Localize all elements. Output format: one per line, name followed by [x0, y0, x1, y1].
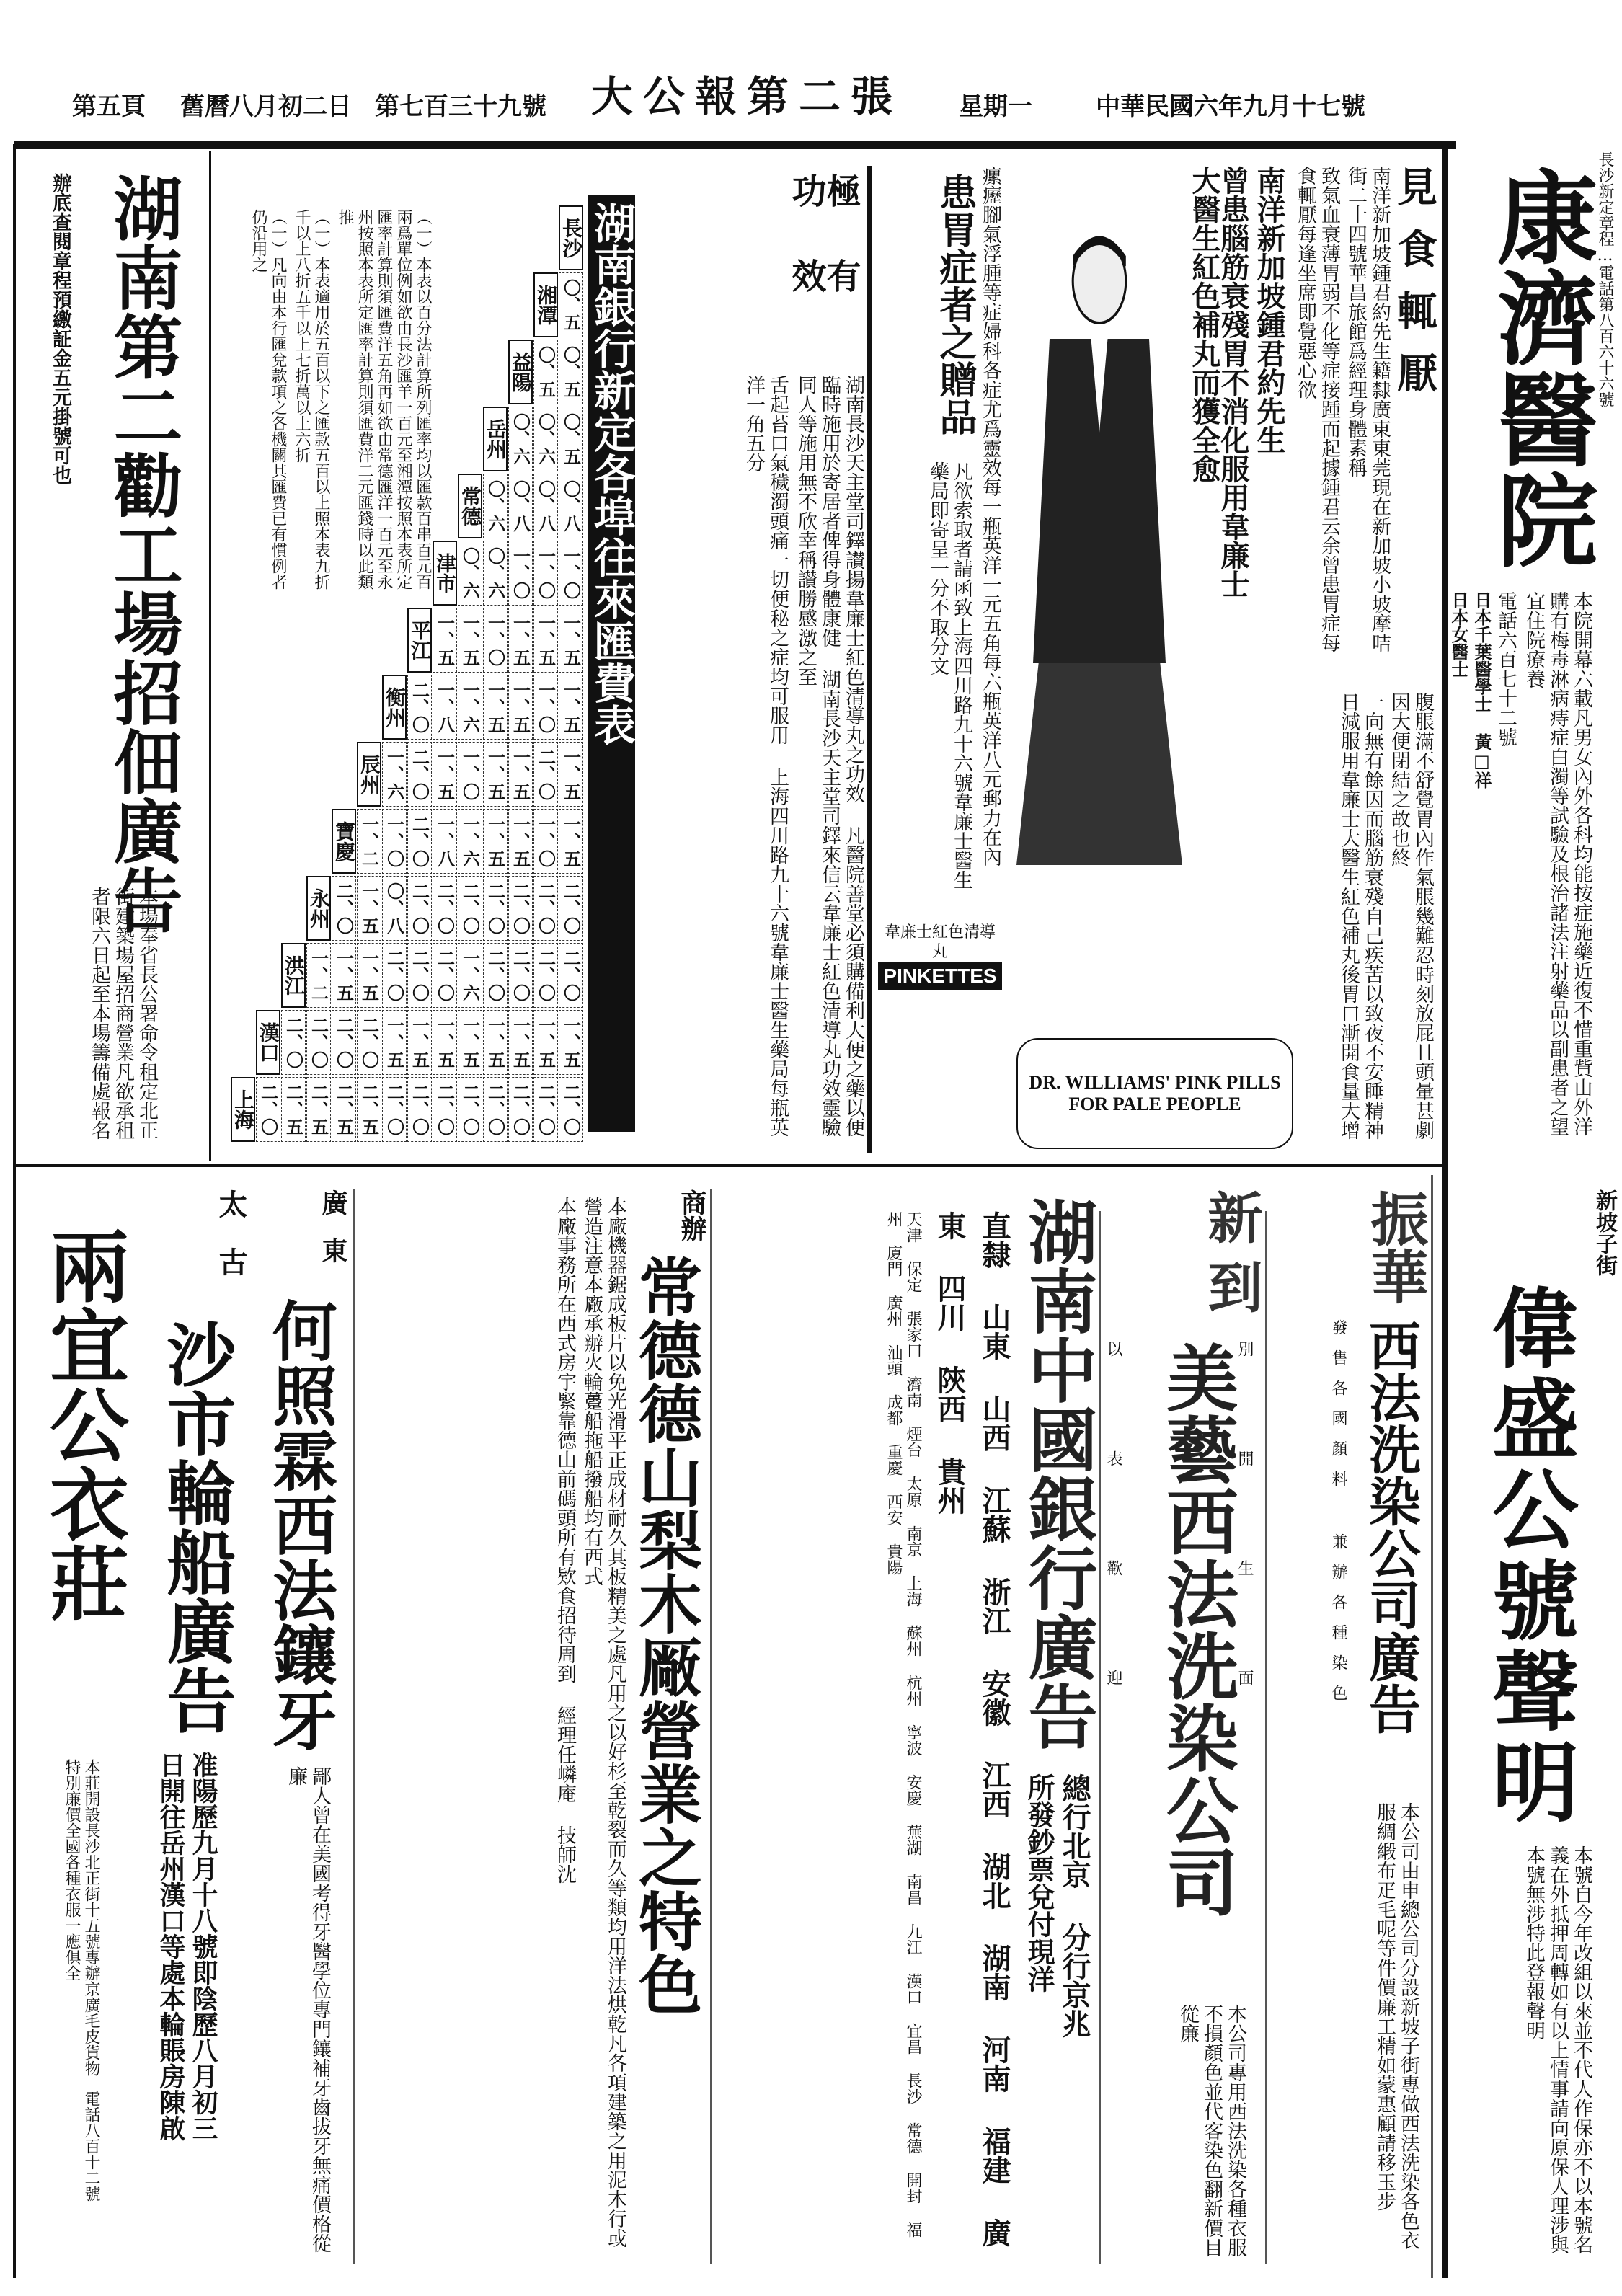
table-rate-cell: 一、〇	[559, 541, 583, 606]
table-rate-cell: 二、〇	[332, 1010, 356, 1075]
table-rate-cell: 二、〇	[533, 943, 558, 1008]
williams-body2: 致氣血衰薄胃弱不化等症接踵而起據鍾君云余曾患胃症每食輒厭每逢坐席即覺惡心欲	[1294, 166, 1340, 652]
table-rate-cell: 一、五	[433, 608, 457, 673]
table-rate-cell: 二、〇	[483, 943, 508, 1008]
table-rate-cell: 〇、八	[382, 876, 407, 941]
table-rate-cell: 一、五	[357, 943, 381, 1008]
table-rate-cell: 二、〇	[332, 876, 356, 941]
meiyi-title: 美藝西法洗染公司	[1154, 1341, 1239, 1918]
effective-body2: 舌起苔口氣穢濁頭痛一切便秘之症均可服用 上海四川路九十六號韋廉士醫生藥局每瓶英洋一角五分	[743, 375, 789, 1137]
taikoo-brand: 太古	[214, 1189, 248, 1305]
weisheng-body: 本號自今年改組以來並不代人作保亦不以本號名義在外抵押周轉如有以上情事請向原保人理涉與本號無涉特此登報聲明	[1523, 1845, 1592, 2254]
liangyi-body: 本莊開設長沙北正街十五號專辦京廣毛皮貨物特別廉價全國各種衣服一應俱全	[63, 1759, 100, 2076]
table-rate-cell: 二、〇	[433, 876, 457, 941]
table-rate-cell: 二、〇	[533, 742, 558, 807]
table-rate-cell: 〇、六	[458, 541, 482, 606]
table-city-label: 益陽	[508, 340, 533, 404]
table-rate-cell: 二、〇	[483, 1077, 508, 1142]
kangji-doctor2: 日本女醫士	[1448, 591, 1469, 678]
kangji-doctor1: 日本千葉醫學士 黃□祥	[1471, 591, 1492, 789]
table-rate-cell: 一、五	[483, 675, 508, 740]
table-rate-cell: 一、五	[483, 1010, 508, 1075]
china-bank-cities: 天津 保定 張家口 濟南 煙台 太原 南京 上海 蘇州 杭州 寧波 安慶 蕪湖 南昌 九江 漢口 宜昌 長沙 常德 開封 福州 廈門 廣州 汕頭 成都 重慶 西安 貴陽	[885, 1211, 922, 2238]
bank-note-1: （一）本表以百分法計算所列匯率均以匯款百串百元百兩爲單位例如欲由長沙匯羊一百元至湘潭按照本表所定匯率計算則須匯費洋五角再如欲由常德匯洋一百元至永州按照本表所定匯率計算則須匯費洋二元匯錢時以此類推	[336, 209, 432, 590]
table-city-label: 津市	[433, 541, 457, 606]
table-rate-cell: 〇、六	[483, 541, 508, 606]
table-rate-cell: 一、〇	[458, 742, 482, 807]
table-city-label: 上海	[231, 1077, 255, 1142]
section-divider	[16, 1164, 1442, 1167]
williams-title: 見食輒厭	[1391, 166, 1438, 414]
table-rate-cell: 一、六	[458, 943, 482, 1008]
dental-body: 鄙人曾在美國考得牙醫學位專門鑲補牙齒拔牙無痛價格從廉	[285, 1766, 331, 2253]
table-rate-cell: 一、五	[559, 675, 583, 740]
williams-body1: 南洋新加坡鍾君約先生籍隸廣東東莞現在新加坡小坡摩咭街二十四號華昌旅館爲經理身體素稱	[1344, 166, 1391, 652]
table-rate-cell: 一、五	[458, 608, 482, 673]
quangong-side: 辦底查閱章程預繳証金五元掛號可也	[49, 173, 71, 484]
table-rate-cell: 〇、八	[533, 474, 558, 538]
kangji-title: 康濟醫院	[1480, 166, 1598, 569]
table-rate-cell: 一、六	[458, 809, 482, 874]
header-weekday: 星期一	[959, 92, 1032, 121]
williams-body3: 腹脹滿不舒覺胃內作氣脹幾難忍時刻放屁且頭暈甚劇因大便閉結之故也終	[1388, 692, 1434, 1140]
table-city-label: 寶慶	[332, 809, 356, 874]
divider	[353, 1189, 355, 2264]
williams-body4: 一向無有餘因而腦筋衰殘自己疾苦以致夜不安睡精神日減服用韋廉士大醫生紅色補丸後胃口漸開食量大增	[1337, 692, 1383, 1140]
quangong-body: 本場奉省長公署命令租定北正街建築場屋招商營業凡欲承租者限六日起至本場籌備處報名	[88, 887, 158, 1140]
taikoo-title: 沙市輪船廣告	[156, 1319, 237, 1734]
pinkettes-brand: PINKETTES	[878, 962, 1002, 990]
bank-note-2: （一）本表適用於五百以下之匯款五百以上照本表九折千以上八折五千以上七折萬以上六折	[293, 209, 330, 590]
portrait-caption: 南洋新加坡鍾君約先生	[1252, 166, 1286, 454]
table-rate-cell: 一、二	[306, 943, 331, 1008]
table-rate-cell: 二、〇	[357, 1010, 381, 1075]
table-rate-cell: 〇、五	[559, 340, 583, 404]
table-rate-cell: 一、五	[357, 876, 381, 941]
table-rate-cell: 二、〇	[559, 1077, 583, 1142]
meiyi-body: 本公司專用西法洗染各種衣服不損顏色並代客染色翻新價目從廉	[1176, 2004, 1246, 2257]
table-rate-cell: 一、五	[508, 675, 533, 740]
table-rate-cell: 一、六	[382, 742, 407, 807]
table-rate-cell: 二、〇	[559, 876, 583, 941]
table-rate-cell: 二、〇	[407, 809, 432, 874]
portrait-figure	[1016, 216, 1182, 865]
table-rate-cell: 二、〇	[382, 1077, 407, 1142]
table-rate-cell: 一、五	[407, 1010, 432, 1075]
portrait-image	[1016, 216, 1182, 865]
china-bank-sub1: 總行北京 分行京兆	[1058, 1773, 1091, 2038]
header-page: 第五頁	[72, 92, 146, 121]
table-rate-cell: 二、五	[332, 1077, 356, 1142]
column-divider	[1442, 144, 1448, 2278]
changde-body: 本廠機器鋸成板片以免光滑平正成材耐久其板精美之處凡用之以好杉至乾裂而久等類均用洋法烘乾凡各項建築之用泥木行或營造注意本廠承辦火輪躉船拖船撥船均有西式	[580, 1197, 626, 2248]
header-lunar-date: 舊曆八月初二日	[180, 92, 352, 121]
table-rate-cell: 二、〇	[306, 1010, 331, 1075]
bank-table-title: 湖南銀行新定各埠往來匯費表	[588, 195, 635, 1132]
left-border	[13, 144, 16, 2278]
table-rate-cell: 二、〇	[407, 742, 432, 807]
kangji-phone: 電話六百七十二號	[1494, 591, 1517, 747]
table-rate-cell: 一、五	[533, 608, 558, 673]
table-rate-cell: 〇、五	[559, 407, 583, 471]
table-rate-cell: 一、五	[458, 1010, 482, 1075]
table-rate-cell: 一、〇	[508, 541, 533, 606]
kangji-body: 本院開幕六載凡男女內外各科均能按症施藥近復不惜重貲由外洋購有梅毒淋病痔症白濁等試驗及根治諸法注射藥品以副患者之望宜住院療養	[1523, 591, 1592, 1136]
table-rate-cell: 二、〇	[281, 1010, 306, 1075]
china-bank-sub2: 所發鈔票兌付現洋	[1023, 1773, 1055, 1993]
table-rate-cell: 一、六	[458, 675, 482, 740]
table-city-label: 漢口	[256, 1010, 280, 1075]
table-rate-cell: 一、五	[559, 742, 583, 807]
table-rate-cell: 一、五	[382, 1010, 407, 1075]
table-rate-cell: 一、五	[332, 943, 356, 1008]
taikoo-route: 日開往岳州漢口等處本輪賬房陳啟	[156, 1752, 186, 2141]
liangyi-title: 兩宜公衣莊	[37, 1225, 130, 1622]
table-rate-cell: 二、〇	[433, 1077, 457, 1142]
table-rate-cell: 一、五	[508, 809, 533, 874]
changde-title: 常德德山梨木厰營業之特色	[629, 1254, 704, 2016]
header-rule	[14, 141, 1456, 149]
pinkettes-box	[878, 923, 1002, 990]
divider	[1431, 1175, 1433, 2278]
changde-label: 商辦	[677, 1189, 707, 1241]
kangji-top-note: 長沙新定章程…電話第八百六十六號	[1596, 151, 1614, 407]
divider	[710, 1189, 712, 2264]
table-rate-cell: 一、五	[508, 608, 533, 673]
table-rate-cell: 二、五	[357, 1077, 381, 1142]
divider	[867, 166, 872, 1153]
table-rate-cell: 一、八	[433, 809, 457, 874]
table-city-label: 岳州	[483, 407, 508, 471]
meiyi-brand: 新到	[1199, 1189, 1263, 1328]
table-rate-cell: 一、五	[559, 608, 583, 673]
pinkettes-label: 韋廉士紅色清導丸	[884, 923, 996, 961]
stomach-body: 瘰癧腳氣浮腫等症婦科各症尤爲靈效每一瓶英洋一元五角每六瓶英洋八元郵力在內	[979, 166, 1001, 866]
dental-title: 何照霖西法鑲牙	[261, 1298, 337, 1752]
table-rate-cell: 二、〇	[433, 943, 457, 1008]
table-rate-cell: 一、八	[433, 675, 457, 740]
liangyi-phone: 電話八百十二號	[82, 2091, 100, 2202]
stomach-body2: 凡欲索取者請函致上海四川路九十六號韋廉士醫生藥局即寄呈一分不取分文	[926, 461, 972, 890]
divider	[209, 151, 211, 1161]
table-rate-cell: 〇、八	[508, 474, 533, 538]
table-rate-cell: 一、〇	[382, 809, 407, 874]
header-issue: 第七百三十九號	[375, 92, 546, 121]
table-rate-cell: 一、二	[357, 809, 381, 874]
bank-note-3: （一）凡向由本行匯兌款項之各機關其匯費已有慣例者仍沿用之	[249, 209, 287, 590]
table-city-label: 湘潭	[533, 272, 558, 337]
effective-title: 極有功效	[786, 173, 861, 343]
table-rate-cell: 一、五	[559, 1010, 583, 1075]
table-rate-cell: 〇、六	[508, 407, 533, 471]
table-rate-cell: 二、〇	[458, 1077, 482, 1142]
table-rate-cell: 二、〇	[533, 1077, 558, 1142]
table-rate-cell: 一、五	[533, 1010, 558, 1075]
table-rate-cell: 〇、六	[533, 407, 558, 471]
divider	[1265, 1211, 1267, 2264]
table-city-label: 平江	[407, 608, 432, 673]
table-rate-cell: 〇、六	[483, 474, 508, 538]
table-rate-cell: 二、〇	[508, 1077, 533, 1142]
table-rate-cell: 一、五	[508, 1010, 533, 1075]
header-date: 中華民國六年九月十七號	[1096, 92, 1365, 121]
table-rate-cell: 二、〇	[407, 1077, 432, 1142]
table-rate-cell: 一、〇	[533, 809, 558, 874]
changde-body2: 本廠事務所在西式房宇緊靠德山前碼頭所有欵食招待周到 經理任嶙庵 技師沈	[554, 1197, 576, 1884]
table-rate-cell: 一、〇	[533, 541, 558, 606]
table-rate-cell: 一、〇	[483, 608, 508, 673]
table-rate-cell: 二、〇	[508, 943, 533, 1008]
table-city-label: 洪江	[281, 943, 306, 1008]
quangong-title: 湖南第二勸工場招佃廣告	[102, 173, 184, 934]
table-rate-cell: 一、五	[433, 742, 457, 807]
effective-body: 湖南長沙天主堂司鐸讃揚韋廉士紅色清導丸之功效 凡醫院善堂必須購備利大便之藥以便臨時施用於寄居者俾得身體康健 湖南長沙天主堂司鐸來信云韋廉士紅色清導丸功效靈驗同人等施用無不欣幸稱讃勝感激之至	[794, 375, 864, 1137]
table-rate-cell: 二、〇	[407, 943, 432, 1008]
zhenhua-title: 西法洗染公司廣告	[1360, 1319, 1422, 1734]
table-rate-cell: 一、五	[508, 742, 533, 807]
zhenhua-brand: 振華	[1361, 1189, 1429, 1305]
china-bank-title: 湖南中國銀行廣告	[1017, 1197, 1099, 1750]
table-city-label: 長沙	[559, 205, 583, 270]
table-rate-cell: 二、〇	[407, 675, 432, 740]
table-city-label: 永州	[306, 876, 331, 941]
divider	[1099, 1211, 1101, 2264]
zhenhua-side: 發售各國顏料 兼辦各種染色	[1329, 1319, 1347, 1715]
table-rate-cell: 二、〇	[483, 876, 508, 941]
masthead: 大公報第二張	[591, 72, 903, 121]
table-rate-cell: 一、五	[483, 809, 508, 874]
table-rate-cell: 一、五	[559, 809, 583, 874]
table-city-label: 衡州	[382, 675, 407, 740]
table-rate-cell: 二、〇	[407, 876, 432, 941]
testimony: 曾患腦筋衰殘胃不消化服用韋廉士大醫生紅色補丸而獲全愈	[1187, 166, 1250, 598]
table-rate-cell: 一、五	[483, 742, 508, 807]
meiyi-side1: 以表歡迎	[1104, 1341, 1122, 1779]
table-rate-cell: 二、〇	[382, 943, 407, 1008]
table-city-label: 辰州	[357, 742, 381, 807]
weisheng-title: 偉盛公號聲明	[1478, 1283, 1579, 1828]
weisheng-location: 新坡子街	[1592, 1189, 1617, 1276]
meiyi-side2: 別開生面	[1236, 1341, 1254, 1779]
table-rate-cell: 二、〇	[508, 876, 533, 941]
dental-region: 廣東	[318, 1189, 348, 1285]
table-rate-cell: 二、〇	[458, 876, 482, 941]
table-rate-cell: 二、〇	[559, 943, 583, 1008]
table-rate-cell: 〇、五	[533, 340, 558, 404]
taikoo-date-line: 准陽歷九月十八號即陰歷八月初三	[188, 1752, 218, 2141]
china-bank-provinces: 直隸 山東 山西 江蘇 浙江 安徽 江西 湖北 湖南 河南 福建 廣東 四川 陝西 貴州	[933, 1211, 1011, 2247]
table-rate-cell: 二、〇	[533, 876, 558, 941]
pill-box-label: DR. WILLIAMS' PINK PILLS FOR PALE PEOPLE	[1029, 1072, 1281, 1114]
table-rate-cell: 〇、八	[559, 474, 583, 538]
zhenhua-body: 本公司由申總公司分設新坡子街專做西法洗染各色衣服綢緞布疋毛呢等件價廉工精如蒙惠顧請移玉步	[1373, 1802, 1419, 2250]
table-city-label: 常德	[458, 474, 482, 538]
table-rate-cell: 一、〇	[533, 675, 558, 740]
table-rate-cell: 二、五	[281, 1077, 306, 1142]
table-rate-cell: 一、五	[433, 1010, 457, 1075]
table-rate-cell: 〇、五	[559, 272, 583, 337]
table-rate-cell: 二、五	[306, 1077, 331, 1142]
pill-box-image	[1016, 1038, 1293, 1149]
table-rate-cell: 二、〇	[256, 1077, 280, 1142]
stomach-title: 患胃症者之贈品	[933, 173, 977, 435]
